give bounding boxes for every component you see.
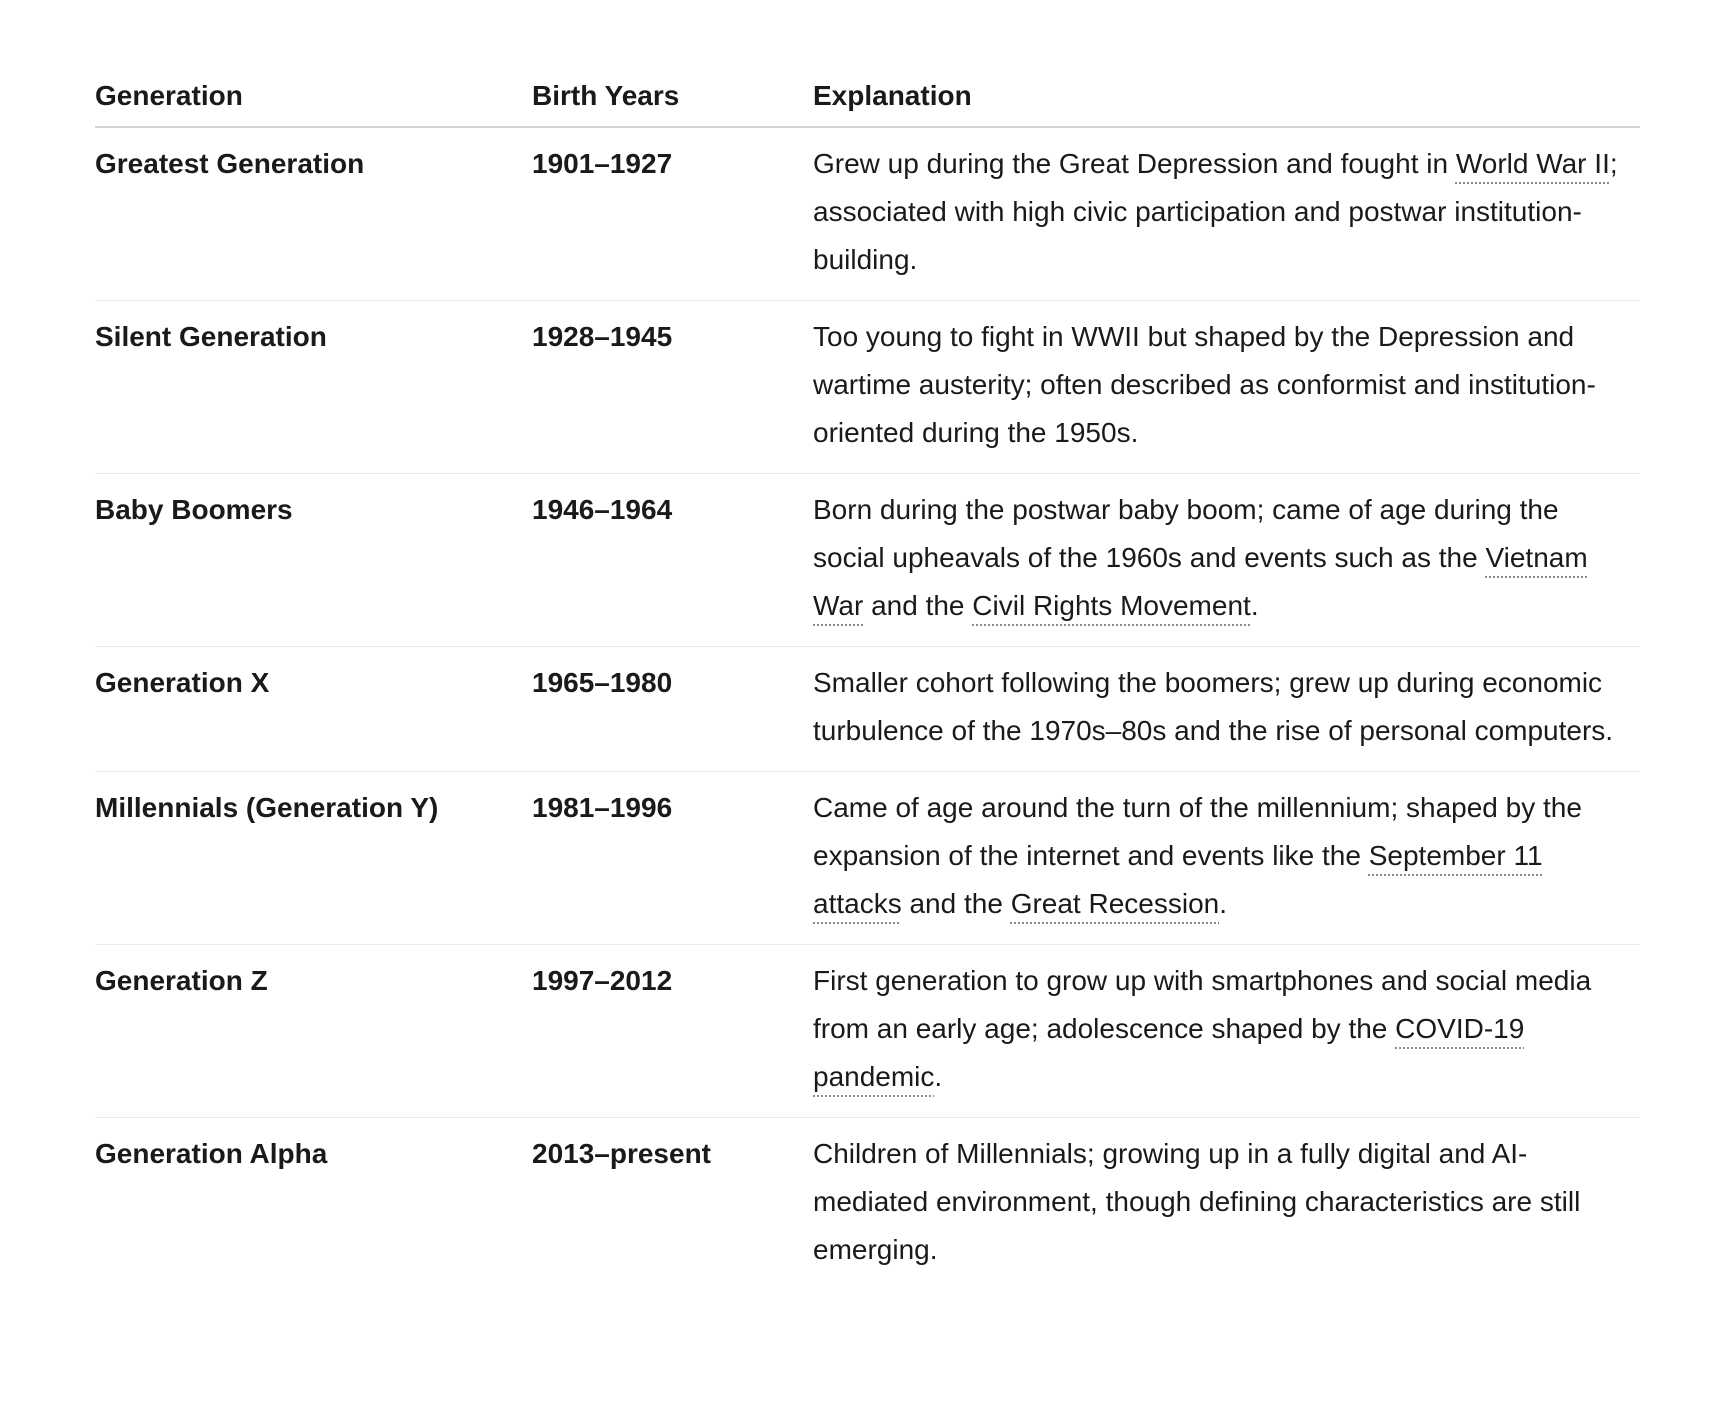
generations-table-container [95, 62, 1640, 1290]
explanation-text: Children of Millennials; growing up in a fully digital and AI-mediated environment, though defining characteristics are still emerging. [813, 1138, 1581, 1265]
reference-link[interactable]: Great Recession [1010, 888, 1220, 919]
table-row [95, 772, 1640, 945]
table-row [95, 474, 1640, 647]
explanation-text: and the [863, 590, 973, 621]
explanation [813, 301, 1640, 474]
birth-years: 1981–1996 [532, 772, 813, 945]
explanation-text: . [1219, 888, 1228, 919]
table-row [95, 301, 1640, 474]
reference-link[interactable]: Vietnam War [813, 542, 1588, 621]
birth-years: 1901–1927 [532, 127, 813, 301]
table-row [95, 1118, 1640, 1291]
birth-years: 1965–1980 [532, 647, 813, 772]
table-row [95, 647, 1640, 772]
explanation-text: . [934, 1061, 943, 1092]
table-body [95, 127, 1640, 1290]
reference-link[interactable]: World War II [1455, 148, 1610, 179]
header-row [95, 62, 1640, 127]
generations-table [95, 62, 1640, 1290]
explanation-text: Smaller cohort following the boomers; grew up during economic turbulence of the 1970s–80s and the rise of personal computers. [813, 667, 1614, 746]
birth-years: 2013–present [532, 1138, 712, 1169]
explanation-text: and the [901, 888, 1011, 919]
generation-name: Generation X [95, 647, 532, 772]
explanation [813, 647, 1640, 772]
generation-name: Millennials (Generation Y) [95, 772, 532, 945]
generation-name: Baby Boomers [95, 474, 532, 647]
birth-years: 1928–1945 [532, 301, 813, 474]
generation-name: Generation Z [95, 945, 532, 1118]
explanation [813, 1118, 1640, 1291]
explanation [813, 474, 1640, 647]
table-header [95, 62, 1640, 127]
explanation-text: Born during the postwar baby boom; came of age during the social upheavals of the 1960s and events such as the [813, 494, 1559, 573]
explanation [813, 772, 1640, 945]
header-generation: Generation [95, 62, 532, 127]
generation-name: Generation Alpha [95, 1138, 328, 1169]
explanation [813, 127, 1640, 301]
generation-name: Silent Generation [95, 301, 532, 474]
explanation-text: Came of age around the turn of the millennium; shaped by the expansion of the internet and events like the [813, 792, 1582, 871]
birth-years: 1946–1964 [532, 474, 813, 647]
explanation-text: Too young to fight in WWII but shaped by the Depression and wartime austerity; often described as conformist and institution-oriented during the 1950s. [813, 321, 1596, 448]
generation-name: Greatest Generation [95, 127, 532, 301]
table-row [95, 127, 1640, 301]
birth-years: 1997–2012 [532, 945, 813, 1118]
reference-link[interactable]: Civil Rights Movement [972, 590, 1251, 621]
explanation-text: Grew up during the Great Depression and fought in [813, 148, 1456, 179]
explanation-text: ; associated with high civic participation and postwar institution-building. [813, 148, 1618, 275]
reference-link[interactable]: September 11 attacks [813, 840, 1543, 919]
header-explanation: Explanation [813, 62, 1640, 127]
explanation-text: First generation to grow up with smartphones and social media from an early age; adolescence shaped by the [813, 965, 1592, 1044]
header-birth-years: Birth Years [532, 62, 813, 127]
explanation [813, 945, 1640, 1118]
explanation-text: . [1250, 590, 1259, 621]
table-row [95, 945, 1640, 1118]
reference-link[interactable]: COVID-19 pandemic [813, 1013, 1525, 1092]
